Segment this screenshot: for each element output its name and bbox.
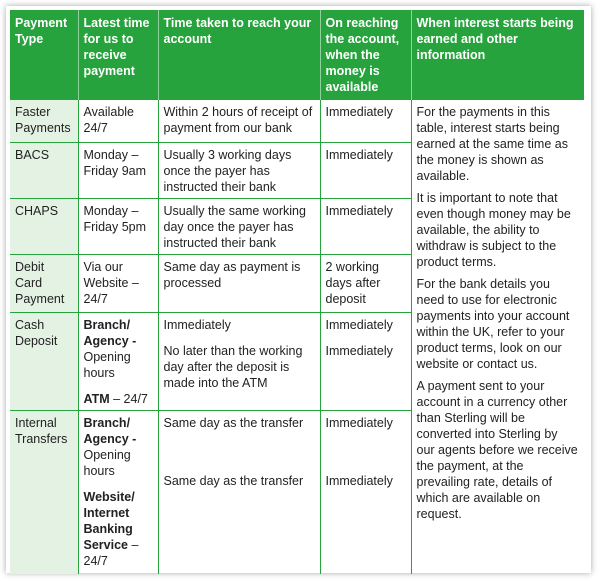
table-row (10, 100, 584, 142)
time-atm-text: No later than the working day after the deposit is made into the ATM (163, 343, 303, 390)
available-branch-text: Immediately (325, 415, 393, 430)
payment-type-cell: CHAPS (10, 198, 78, 254)
header-payment-type: Payment Type (10, 10, 78, 100)
payment-type-cell: Internal Transfers (10, 410, 78, 574)
available-website-text: Immediately (325, 473, 393, 488)
payment-table (10, 10, 584, 574)
payment-type-cell: Faster Payments (10, 100, 78, 142)
available-atm-text: Immediately (325, 343, 393, 358)
note-paragraph: It is important to note that even though money may be available, the ability to withdraw is subject to the product terms. (416, 191, 571, 269)
time-branch-text: Same day as the transfer (163, 415, 304, 430)
website-hours-text: – 24/7 (83, 537, 139, 568)
payment-type-cell: BACS (10, 142, 78, 198)
time-taken-cell: Usually 3 working days once the payer has instructed their bank (158, 142, 320, 198)
header-available: On reaching the account, when the money is available (320, 10, 411, 100)
note-paragraph: For the payments in this table, interest starts being earned at the same time as the money is shown as available. (416, 105, 568, 183)
time-branch-text: Immediately (163, 317, 231, 332)
latest-time-cell: Monday – Friday 5pm (78, 198, 158, 254)
available-cell: Immediately (320, 142, 411, 198)
note-paragraph: A payment sent to your account in a currency other than Sterling will be converted into Sterling by our agents before we receive the payment, at the prevailing rate, details of which are available on request. (416, 379, 578, 521)
header-interest-info: When interest starts being earned and other information (411, 10, 584, 100)
latest-time-cell: Monday – Friday 9am (78, 142, 158, 198)
latest-time-cell: Available 24/7 (78, 100, 158, 142)
latest-time-cell: Via our Website – 24/7 (78, 254, 158, 312)
atm-label: ATM (83, 391, 110, 406)
available-cell (320, 312, 411, 410)
branch-agency-label: Branch/ Agency - (83, 317, 137, 348)
website-label: Website/ Internet Banking Service (83, 489, 135, 552)
atm-hours-text: – 24/7 (109, 391, 148, 406)
time-taken-cell: Same day as payment is processed (158, 254, 320, 312)
time-taken-cell (158, 410, 320, 574)
available-cell: 2 working days after deposit (320, 254, 411, 312)
branch-agency-label: Branch/ Agency - (83, 415, 137, 446)
header-row (10, 10, 584, 100)
document-frame (6, 6, 591, 573)
time-website-text: Same day as the transfer (163, 473, 304, 488)
latest-time-cell (78, 410, 158, 574)
opening-hours-text: Opening hours (83, 349, 131, 380)
available-cell: Immediately (320, 100, 411, 142)
header-time-taken: Time taken to reach your account (158, 10, 320, 100)
opening-hours-text: Opening hours (83, 447, 131, 478)
time-taken-cell: Usually the same working day once the payer has instructed their bank (158, 198, 320, 254)
available-branch-text: Immediately (325, 317, 393, 332)
interest-info-cell (411, 100, 584, 574)
available-cell: Immediately (320, 198, 411, 254)
latest-time-cell (78, 312, 158, 410)
note-paragraph: For the bank details you need to use for electronic payments into your account within the UK, refer to your product terms, look on our website or contact us. (416, 277, 570, 371)
payment-type-cell: Debit Card Payment (10, 254, 78, 312)
time-taken-cell: Within 2 hours of receipt of payment from our bank (158, 100, 320, 142)
available-cell (320, 410, 411, 574)
payment-type-cell: Cash Deposit (10, 312, 78, 410)
time-taken-cell (158, 312, 320, 410)
header-latest-time: Latest time for us to receive payment (78, 10, 158, 100)
